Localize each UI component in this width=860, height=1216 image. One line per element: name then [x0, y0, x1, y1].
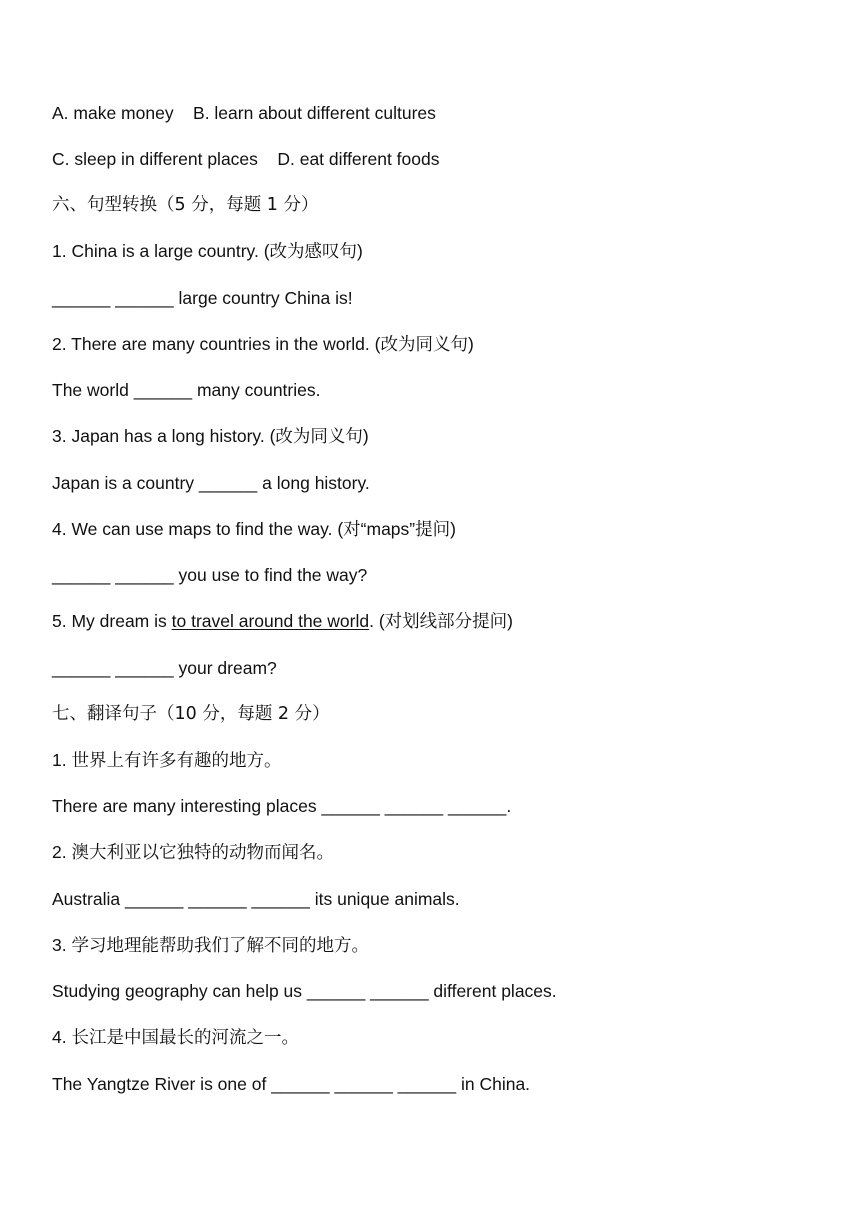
- question-1: 1. China is a large country. (改为感叹句): [52, 241, 363, 261]
- question-5: [52, 609, 513, 633]
- option-line-ab: A. make money B. learn about different cultures: [52, 103, 436, 123]
- question-4: 4. We can use maps to find the way. (对“maps”提问): [52, 519, 456, 539]
- question-5-suffix: . (对划线部分提问): [369, 611, 513, 631]
- translation-answer-2: Australia ______ ______ ______ its unique animals.: [52, 889, 460, 909]
- translation-answer-1: There are many interesting places ______ ______ ______.: [52, 796, 512, 816]
- translation-prompt-2: 2. 澳大利亚以它独特的动物而闻名。: [52, 842, 334, 862]
- translation-prompt-3: 3. 学习地理能帮助我们了解不同的地方。: [52, 935, 369, 955]
- section-heading-sentence-transformation: 六、句型转换（5 分，每题 1 分）: [52, 195, 319, 215]
- translation-prompt-4: 4. 长江是中国最长的河流之一。: [52, 1027, 299, 1047]
- answer-line-5: ______ ______ your dream?: [52, 658, 277, 678]
- question-5-underlined-phrase: to travel around the world: [171, 611, 370, 631]
- translation-answer-4: The Yangtze River is one of ______ ______ ______ in China.: [52, 1074, 531, 1094]
- option-line-cd: C. sleep in different places D. eat different foods: [52, 149, 440, 169]
- translation-prompt-1: 1. 世界上有许多有趣的地方。: [52, 750, 282, 770]
- question-5-prefix: 5. My dream is: [52, 611, 172, 631]
- answer-line-1: ______ ______ large country China is!: [52, 288, 353, 308]
- question-2: 2. There are many countries in the world. (改为同义句): [52, 334, 474, 354]
- translation-answer-3: Studying geography can help us ______ ______ different places.: [52, 981, 557, 1001]
- answer-line-3: Japan is a country ______ a long history.: [52, 473, 370, 493]
- section-heading-translation: 七、翻译句子（10 分，每题 2 分）: [52, 704, 330, 724]
- question-3: 3. Japan has a long history. (改为同义句): [52, 426, 369, 446]
- answer-line-4: ______ ______ you use to find the way?: [52, 565, 368, 585]
- answer-line-2: The world ______ many countries.: [52, 380, 321, 400]
